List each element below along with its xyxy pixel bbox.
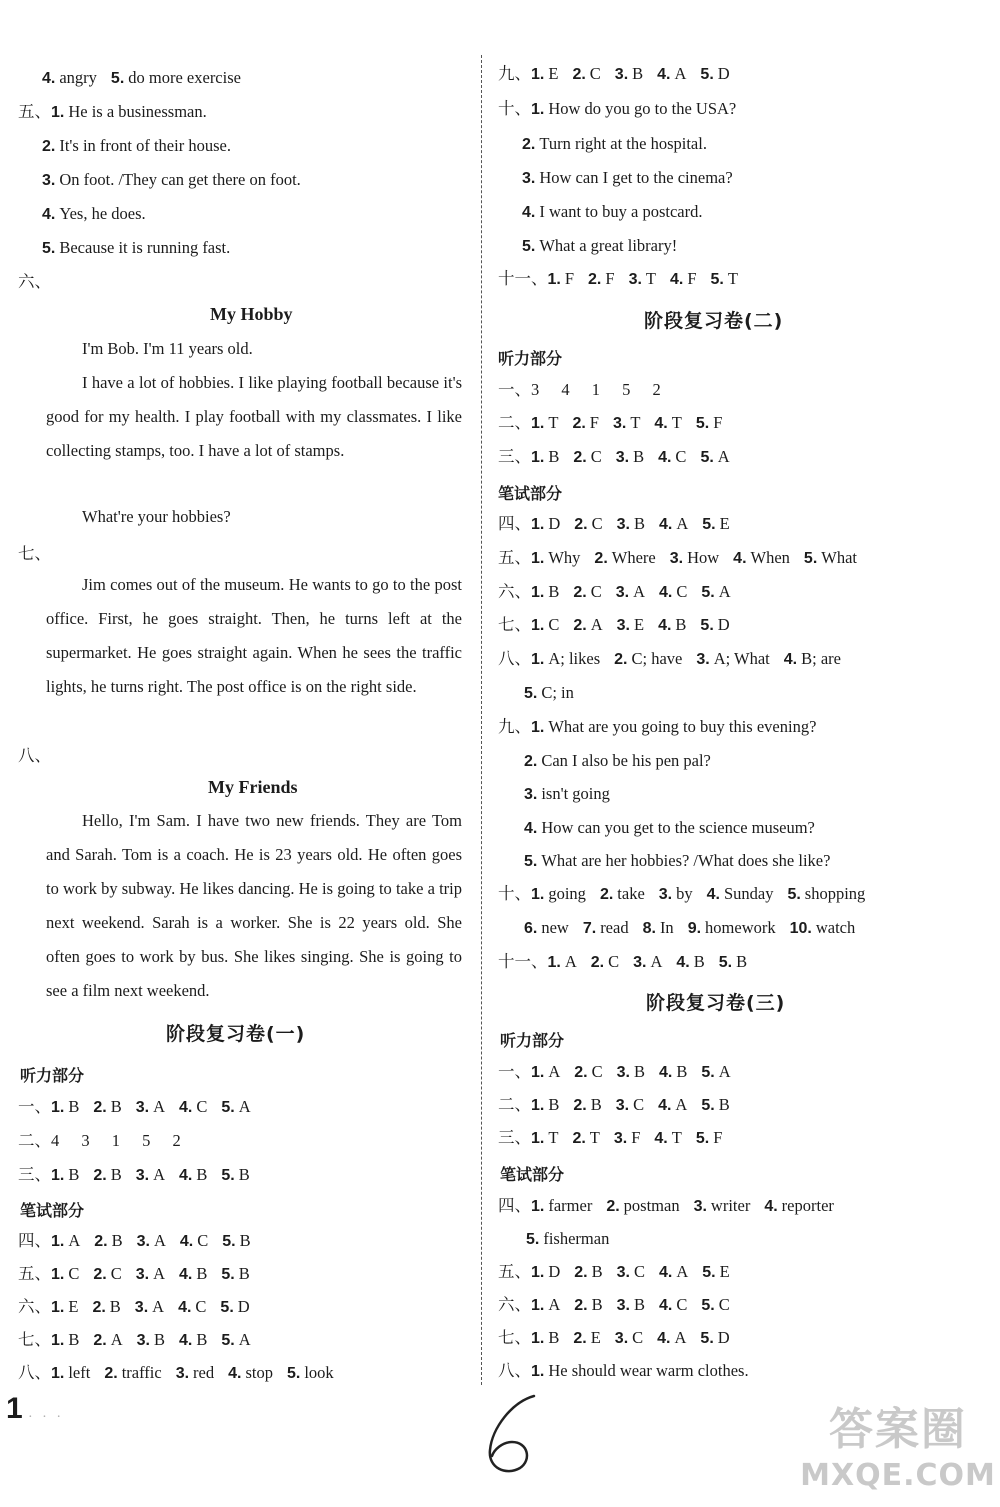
answer-line: 五、1. He is a businessman. <box>18 102 207 121</box>
answer-line: 十、1. going 2. take 3. by 4. Sunday 5. shopping <box>498 884 866 903</box>
answer-line: 一、3 4 1 5 2 <box>498 380 661 399</box>
answer-line: 十、1. How do you go to the USA? <box>498 99 737 118</box>
answer-line: 3. On foot. /They can get there on foot. <box>42 170 301 189</box>
answer-line: 二、1. T 2. F 3. T 4. T 5. F <box>498 413 723 432</box>
answer-line: 十一、1. F 2. F 3. T 4. F 5. T <box>498 269 738 288</box>
answer-line: 四、1. D 2. C 3. B 4. A 5. E <box>498 514 730 533</box>
answer-line: 四、1. A 2. B 3. A 4. C 5. B <box>18 1231 251 1250</box>
answer-line: 六、1. B 2. C 3. A 4. C 5. A <box>498 582 731 601</box>
question-label: 七、 <box>18 544 51 563</box>
answer-line: 5. What are her hobbies? /What does she like? <box>524 851 831 870</box>
answer-line: 4. How can you get to the science museum? <box>524 818 815 837</box>
essay-paragraph: Hello, I'm Sam. I have two new friends. They are Tom and Sarah. Tom is a coach. He is 23 years old. He often goes to work by subway. He likes dancing. He is going to take a trip next weekend. Sarah is a worker. She is 22 years old. She often goes to work by bus. She likes singing. She is going to see a film next weekend. <box>46 811 462 1000</box>
page-number: 1 <box>6 1392 23 1425</box>
answer-line: 6. new 7. read 8. In 9. homework 10. watch <box>524 918 856 937</box>
answer-line: 八、1. A; likes 2. C; have 3. A; What 4. B; are <box>498 649 841 668</box>
part-label: 听力部分 <box>500 1031 565 1050</box>
answer-line: 七、1. B 2. A 3. B 4. B 5. A <box>18 1330 251 1349</box>
answer-line: 六、1. A 2. B 3. B 4. C 5. C <box>498 1295 730 1314</box>
watermark-url: MXQE.COM <box>800 1458 996 1493</box>
answer-line: 二、4 3 1 5 2 <box>18 1131 181 1150</box>
answer-line: 2. It's in front of their house. <box>42 136 231 155</box>
part-label: 听力部分 <box>20 1066 85 1085</box>
answer-line: 3. How can I get to the cinema? <box>522 168 733 187</box>
answer-line: 二、1. B 2. B 3. C 4. A 5. B <box>498 1095 730 1114</box>
answer-line: 八、1. He should wear warm clothes. <box>498 1361 749 1380</box>
section-title: 阶段复习卷(二) <box>644 310 784 332</box>
essay-paragraph: Jim comes out of the museum. He wants to go to the post office. First, he goes straight. Then, he turns left at the supermarket. He goes straight again. When he sees the traffic lights, he turns right. The post office is on the right side. <box>46 575 462 696</box>
answer-line: 4. angry 5. do more exercise <box>42 68 241 87</box>
answer-line: 十一、1. A 2. C 3. A 4. B 5. B <box>498 952 748 971</box>
answer-line: 3. isn't going <box>524 784 610 803</box>
essay-paragraph: I have a lot of hobbies. I like playing football because it's good for my health. I play football with my classmates. I like collecting stamps, too. I have a lot of stamps. <box>46 373 462 460</box>
answer-line: 一、1. A 2. C 3. B 4. B 5. A <box>498 1062 731 1081</box>
answer-line: 三、1. B 2. C 3. B 4. C 5. A <box>498 447 730 466</box>
page-number-decoration: · · · <box>28 1410 64 1425</box>
answer-line: 5. What a great library! <box>522 236 678 255</box>
column-divider <box>481 55 483 1385</box>
section-title: 阶段复习卷(三) <box>646 992 786 1014</box>
answer-line: 六、1. E 2. B 3. A 4. C 5. D <box>18 1297 250 1316</box>
answer-line: 三、1. T 2. T 3. F 4. T 5. F <box>498 1128 723 1147</box>
answer-line: 八、1. left 2. traffic 3. red 4. stop 5. look <box>18 1363 334 1382</box>
part-label: 笔试部分 <box>498 484 563 503</box>
answer-line: 5. C; in <box>524 683 574 702</box>
answer-line: 九、1. What are you going to buy this evening? <box>498 717 817 736</box>
answer-line: 5. Because it is running fast. <box>42 238 231 257</box>
essay-title: My Friends <box>208 777 298 797</box>
part-label: 笔试部分 <box>20 1201 85 1220</box>
watermark <box>800 1402 996 1494</box>
answer-line: 五、1. C 2. C 3. A 4. B 5. B <box>18 1264 250 1283</box>
part-label: 笔试部分 <box>500 1165 565 1184</box>
answer-line: 五、1. Why 2. Where 3. How 4. When 5. What <box>498 548 857 567</box>
answer-line: 5. fisherman <box>526 1229 610 1248</box>
part-label: 听力部分 <box>498 349 563 368</box>
answer-line: 七、1. B 2. E 3. C 4. A 5. D <box>498 1328 730 1347</box>
answer-line: 九、1. E 2. C 3. B 4. A 5. D <box>498 64 730 83</box>
question-label: 八、 <box>18 746 51 765</box>
watermark-logo: 答案圈 <box>829 1404 967 1455</box>
essay-title: My Hobby <box>210 304 293 324</box>
question-label: 六、 <box>18 272 51 291</box>
answer-line: 七、1. C 2. A 3. E 4. B 5. D <box>498 615 730 634</box>
answer-line: 四、1. farmer 2. postman 3. writer 4. reporter <box>498 1196 834 1215</box>
section-title: 阶段复习卷(一) <box>166 1023 306 1045</box>
answer-line: 2. Can I also be his pen pal? <box>524 751 711 770</box>
answer-line: 五、1. D 2. B 3. C 4. A 5. E <box>498 1262 730 1281</box>
handwritten-number <box>482 1388 552 1478</box>
essay-paragraph: I'm Bob. I'm 11 years old. <box>82 339 253 358</box>
answer-line: 4. Yes, he does. <box>42 204 146 223</box>
answer-line: 4. I want to buy a postcard. <box>522 202 703 221</box>
answer-line: 2. Turn right at the hospital. <box>522 134 707 153</box>
answer-line: 一、1. B 2. B 3. A 4. C 5. A <box>18 1097 251 1116</box>
essay-paragraph: What're your hobbies? <box>82 507 231 526</box>
answer-line: 三、1. B 2. B 3. A 4. B 5. B <box>18 1165 250 1184</box>
